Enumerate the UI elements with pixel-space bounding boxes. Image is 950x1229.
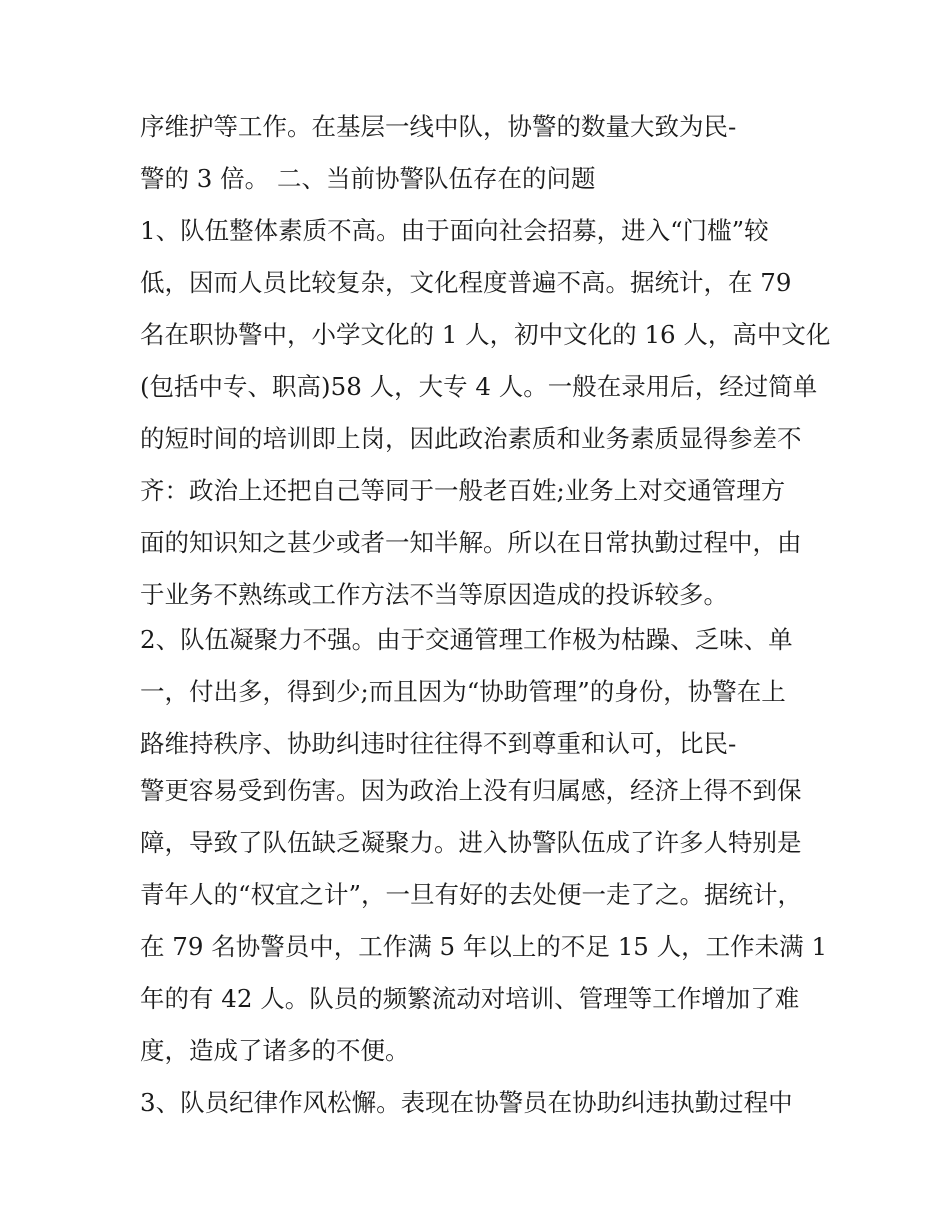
text-line: 度，造成了诸多的不便。 [140,1036,410,1065]
text-line: 序维护等工作。在基层一线中队，协警的数量大致为民- [140,112,737,141]
text-line: 警更容易受到伤害。因为政治上没有归属感，经济上得不到保 [140,776,802,805]
text-line: 年的有 42 人。队员的频繁流动对培训、管理等工作增加了难 [140,984,800,1013]
text-line: 路维持秩序、协助纠违时往往得不到尊重和认可，比民- [140,729,737,758]
text-line: 于业务不熟练或工作方法不当等原因造成的投诉较多。 [140,580,728,609]
text-line: 在 79 名协警员中，工作满 5 年以上的不足 15 人，工作未满 1 [140,932,828,961]
text-line: 2、队伍凝聚力不强。由于交通管理工作极为枯躁、乏味、单 [140,625,793,654]
text-line: 3、队员纪律作风松懈。表现在协警员在协助纠违执勤过程中 [140,1088,793,1117]
text-line: (包括中专、职高)58 人，大专 4 人。一般在录用后，经过简单 [140,372,818,401]
text-line: 低，因而人员比较复杂，文化程度普遍不高。据统计，在 79 [140,268,792,297]
text-line: 1、队伍整体素质不高。由于面向社会招募，进入“门槛”较 [140,216,769,245]
text-line: 面的知识知之甚少或者一知半解。所以在日常执勤过程中，由 [140,528,802,557]
text-line: 青年人的“权宜之计”，一旦有好的去处便一走了之。据统计， [140,880,803,909]
text-line: 障，导致了队伍缺乏凝聚力。进入协警队伍成了许多人特别是 [140,828,802,857]
text-line: 齐：政治上还把自己等同于一般老百姓;业务上对交通管理方 [140,476,786,505]
text-line: 名在职协警中，小学文化的 1 人，初中文化的 16 人，高中文化 [140,320,831,349]
text-line: 的短时间的培训即上岗，因此政治素质和业务素质显得参差不 [140,424,802,453]
text-line: 警的 3 倍。 二、当前协警队伍存在的问题 [140,164,596,193]
text-line: 一，付出多，得到少;而且因为“协助管理”的身份，协警在上 [140,677,786,706]
